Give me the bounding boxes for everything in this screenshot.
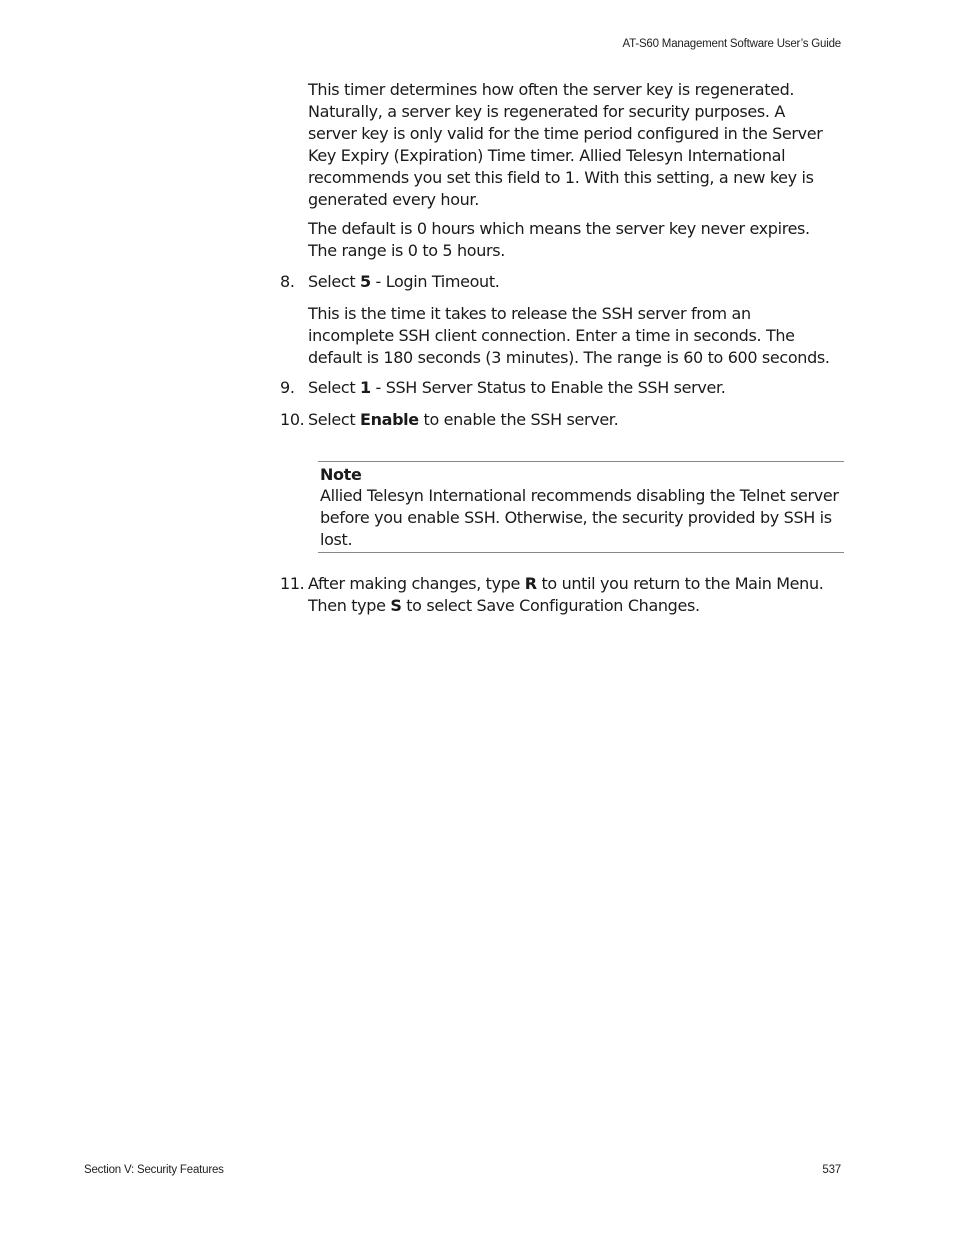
default-paragraph <box>308 218 848 262</box>
step-11 <box>280 573 840 617</box>
step-number: 10. <box>280 410 305 429</box>
login-timeout-paragraph <box>308 303 848 369</box>
text-line: recommends you set this field to 1. With this setting, a new key is <box>308 168 814 187</box>
page-number: 537 <box>822 1164 841 1176</box>
step-text: to enable the SSH server. <box>418 410 619 429</box>
step-text: to select Save Configuration Changes. <box>401 596 700 615</box>
step-key: R <box>524 574 537 593</box>
text-line: default is 180 seconds (3 minutes). The range is 60 to 600 seconds. <box>308 348 830 367</box>
step-10 <box>280 409 840 431</box>
step-text: - SSH Server Status to Enable the SSH server. <box>370 378 726 397</box>
step-key: 1 <box>360 378 371 397</box>
note-line: before you enable SSH. Otherwise, the security provided by SSH is <box>320 508 832 527</box>
note-title: Note <box>320 465 362 484</box>
step-8 <box>280 271 840 293</box>
running-header: AT-S60 Management Software User’s Guide <box>622 38 841 50</box>
note-box <box>318 461 844 553</box>
text-line: The default is 0 hours which means the server key never expires. <box>308 219 810 238</box>
step-text: to until you return to the Main Menu. <box>536 574 824 593</box>
footer-section: Section V: Security Features <box>84 1164 224 1176</box>
step-text: After making changes, type <box>308 574 525 593</box>
text-line: The range is 0 to 5 hours. <box>308 241 505 260</box>
text-line: This is the time it takes to release the SSH server from an <box>308 304 751 323</box>
step-text: Select <box>308 378 360 397</box>
note-line: lost. <box>320 530 353 549</box>
step-continuation <box>280 595 840 617</box>
step-number: 8. <box>280 272 295 291</box>
text-line: generated every hour. <box>308 190 479 209</box>
step-9 <box>280 377 840 399</box>
step-text: Select <box>308 272 360 291</box>
text-line: Naturally, a server key is regenerated for security purposes. A <box>308 102 785 121</box>
step-text: Then type <box>308 596 391 615</box>
text-line: This timer determines how often the server key is regenerated. <box>308 80 795 99</box>
text-line: server key is only valid for the time period configured in the Server <box>308 124 823 143</box>
text-line: incomplete SSH client connection. Enter a time in seconds. The <box>308 326 795 345</box>
step-number: 11. <box>280 574 305 593</box>
text-line: Key Expiry (Expiration) Time timer. Allied Telesyn International <box>308 146 786 165</box>
step-text: - Login Timeout. <box>370 272 500 291</box>
intro-paragraph <box>308 79 848 211</box>
step-text: Select <box>308 410 360 429</box>
step-key: 5 <box>360 272 371 291</box>
step-key: S <box>390 596 402 615</box>
step-key: Enable <box>360 410 419 429</box>
note-line: Allied Telesyn International recommends disabling the Telnet server <box>320 486 839 505</box>
step-number: 9. <box>280 378 295 397</box>
